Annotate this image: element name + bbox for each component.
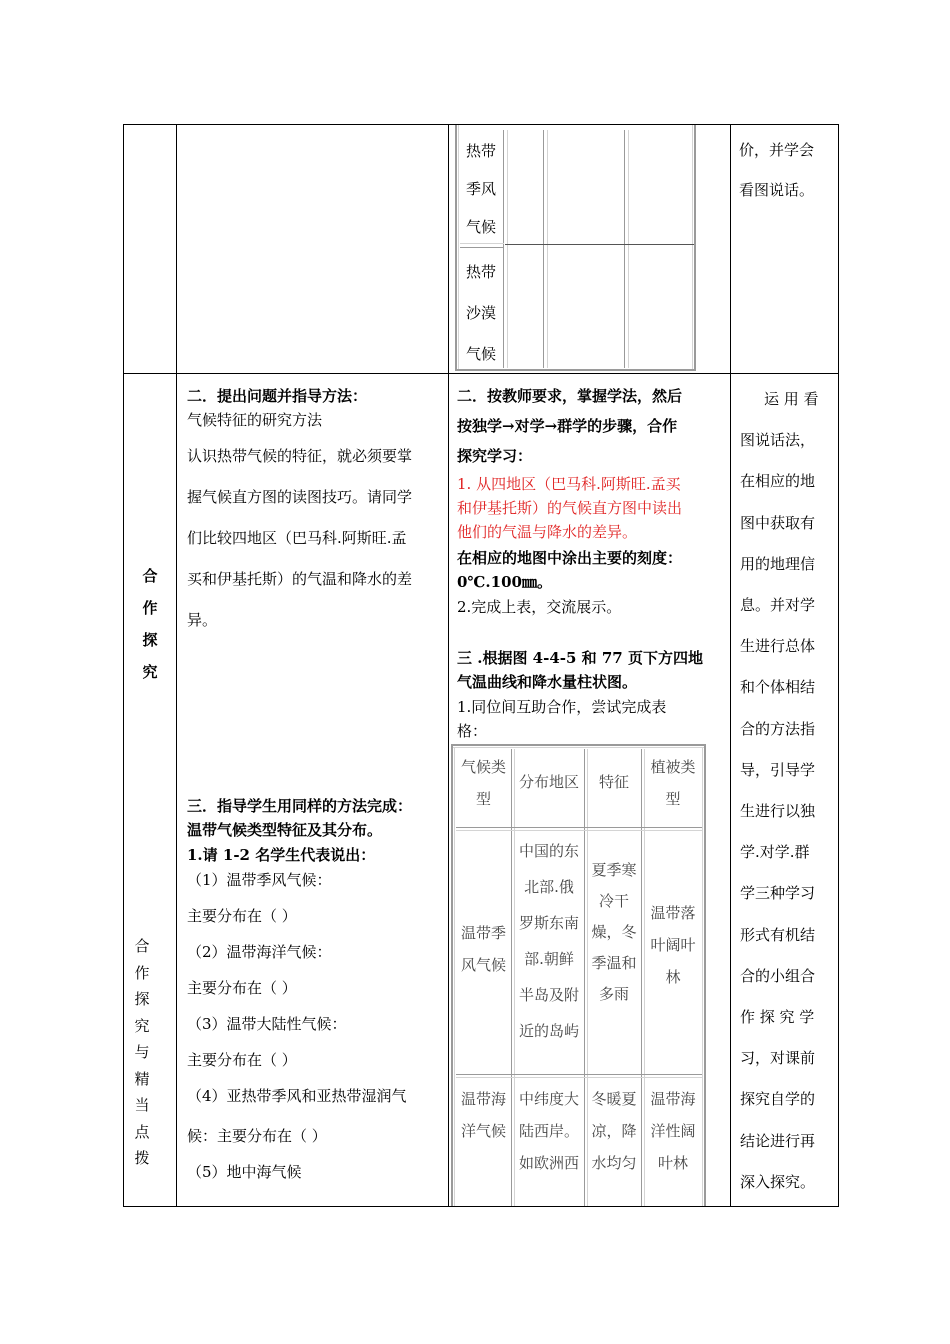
cell-text: 洋性阔 <box>650 1122 696 1140</box>
row2-design-intent <box>740 379 830 1203</box>
design-intent-line: 图中获取有 <box>740 513 816 532</box>
cell-text: 温带海 <box>650 1090 696 1108</box>
row1-design-intent <box>739 130 814 210</box>
mini-table-cell-monsoon <box>460 132 502 246</box>
teacher-item: （1）温带季风气候： <box>187 871 332 889</box>
student-task-1: 1. 从四地区（巴马科.阿斯旺.孟买 <box>457 475 681 493</box>
teacher-paragraph-line: 认识热带气候的特征，就必须要掌 <box>187 447 413 465</box>
teacher-item: 主要分布在（ ） <box>187 1051 297 1069</box>
design-intent-line: 形式有机结 <box>740 925 816 944</box>
teacher-item: （3）温带大陆性气候： <box>187 1015 347 1033</box>
label-char: 作 <box>142 599 158 617</box>
table-header-feature <box>588 772 640 792</box>
student-heading-3: 三 .根据图 4-4-5 和 77 页下方四地 <box>457 649 703 667</box>
mini-table-text: 季风 <box>465 180 496 198</box>
table-cell-temperate-monsoon <box>457 917 510 981</box>
cell-text: 中国的东 <box>518 842 579 860</box>
section-label-top <box>140 560 160 688</box>
label-char: 作 <box>134 963 150 982</box>
design-intent-line: 息。并对学 <box>740 596 816 615</box>
label-char: 合 <box>134 937 150 955</box>
cell-text: 冬暖夏 <box>591 1090 637 1108</box>
design-intent-line: 习，对课前 <box>740 1049 816 1068</box>
cell-text: 部.朝鲜 <box>524 950 574 968</box>
teacher-paragraph-line: 握气候直方图的读图技巧。请同学 <box>187 488 413 506</box>
teacher-item: 主要分布在（ ） <box>187 907 297 925</box>
teacher-item-1: 1.请 1-2 名学生代表说出： <box>187 846 376 864</box>
design-intent-line: 图说话法， <box>740 431 816 450</box>
label-char: 当 <box>134 1096 150 1114</box>
teacher-subheading: 气候特征的研究方法 <box>187 411 323 429</box>
table-cell-monsoon-feature <box>588 855 640 1010</box>
teacher-item: （5）地中海气候 <box>187 1163 302 1181</box>
col-border-3 <box>730 124 731 1207</box>
label-char: 究 <box>134 1016 150 1035</box>
section-label-bottom <box>132 933 152 1172</box>
teacher-item: 主要分布在（ ） <box>187 979 297 997</box>
design-intent-line: 探究自学的 <box>740 1090 816 1109</box>
label-char: 探 <box>134 990 150 1008</box>
design-intent-line: 看图说话。 <box>739 181 815 199</box>
cell-text: 陆西岸。 <box>518 1122 579 1140</box>
table-top-border <box>123 124 839 125</box>
design-intent-line: 作 探 究 学 <box>740 1008 815 1027</box>
table-header-climate-type <box>457 751 510 815</box>
header-text: 气候类 <box>460 758 506 776</box>
table-bottom-border <box>123 1206 839 1207</box>
student-heading-2-line: 探究学习： <box>457 447 533 465</box>
col-border-1 <box>176 124 177 1207</box>
teacher-heading-3-line2: 温带气候类型特征及其分布。 <box>187 821 383 839</box>
header-text: 型 <box>475 790 491 808</box>
mini-table-text: 气候 <box>465 218 496 236</box>
teacher-heading-2: 二．提出问题并指导方法： <box>187 387 368 405</box>
cell-text: 近的岛屿 <box>518 1022 579 1040</box>
student-task-1-line: 和伊基托斯）的气候直方图中读出 <box>457 499 683 517</box>
cell-text: 凉，降 <box>591 1122 637 1140</box>
label-char: 探 <box>142 631 158 649</box>
table-cell-maritime-feature <box>588 1083 640 1179</box>
cell-text: 叶林 <box>657 1154 688 1172</box>
design-intent-line: 学三种学习 <box>740 884 816 903</box>
cell-text: 北部.俄 <box>524 878 574 896</box>
cell-text: 罗斯东南 <box>518 914 579 932</box>
mini-table-text: 热带 <box>465 142 496 160</box>
table-cell-temperate-maritime <box>457 1083 510 1147</box>
table-cell-monsoon-vegetation <box>645 897 701 993</box>
student-heading-3-line: 气温曲线和降水量柱状图。 <box>457 673 638 691</box>
cell-text: 林 <box>665 968 681 986</box>
design-intent-line: 价，并学会 <box>739 141 815 159</box>
design-intent-line: 运 用 看 <box>764 390 819 408</box>
design-intent-line: 生进行总体 <box>740 637 816 656</box>
label-char: 点 <box>134 1122 150 1141</box>
cell-text: 季温和 <box>591 954 637 972</box>
student-map-instruction: 在相应的地图中涂出主要的刻度： <box>457 549 683 567</box>
table-cell-maritime-distribution <box>515 1083 583 1179</box>
design-intent-line: 在相应的地 <box>740 472 816 491</box>
table-header-distribution <box>515 772 583 792</box>
student-task-3-line: 格： <box>457 722 488 740</box>
mini-table-text: 热带 <box>465 263 496 281</box>
mini-table-text: 沙漠 <box>465 304 496 322</box>
col-border-0 <box>123 124 124 1207</box>
cell-text: 冷干 <box>598 892 629 910</box>
col-border-2 <box>448 124 449 1207</box>
student-task-1-line: 他们的气温与降水的差异。 <box>457 523 638 541</box>
teacher-paragraph-line: 买和伊基托斯）的气温和降水的差 <box>187 570 413 588</box>
cell-text: 洋气候 <box>460 1122 506 1140</box>
table-header-vegetation <box>645 751 701 815</box>
label-char: 拨 <box>134 1149 150 1167</box>
cell-text: 叶阔叶 <box>650 936 696 954</box>
cell-text: 风气候 <box>460 956 506 974</box>
design-intent-line: 结论进行再 <box>740 1131 816 1150</box>
teacher-item: 候：主要分布在（ ） <box>187 1127 327 1145</box>
header-text: 分布地区 <box>518 773 579 791</box>
design-intent-line: 导，引导学 <box>740 760 816 779</box>
cell-text: 多雨 <box>598 985 629 1003</box>
label-char: 与 <box>134 1043 150 1061</box>
cell-text: 水均匀 <box>591 1154 637 1172</box>
table-cell-monsoon-distribution <box>515 833 583 1049</box>
cell-text: 温带季 <box>460 924 506 942</box>
teacher-item: （4）亚热带季风和亚热带湿润气 <box>187 1087 407 1105</box>
cell-text: 半岛及附 <box>518 986 579 1004</box>
design-intent-line: 合的小组合 <box>740 966 816 985</box>
mini-table-cell-desert <box>460 252 502 375</box>
cell-text: 燥，冬 <box>591 923 637 941</box>
teacher-paragraph-line: 们比较四地区（巴马科.阿斯旺.孟 <box>187 529 407 547</box>
student-task-3: 1.同位间互助合作，尝试完成表 <box>457 698 667 716</box>
teacher-item: （2）温带海洋气候： <box>187 943 332 961</box>
label-char: 精 <box>134 1069 150 1088</box>
col-border-4 <box>838 124 839 1207</box>
label-char: 究 <box>142 663 158 681</box>
table-cell-maritime-vegetation <box>645 1083 701 1179</box>
student-task-2: 2.完成上表，交流展示。 <box>457 598 622 616</box>
design-intent-line: 学.对学.群 <box>740 843 810 862</box>
header-text: 特征 <box>598 773 629 791</box>
cell-text: 夏季寒 <box>591 861 637 879</box>
header-text: 植被类 <box>650 758 696 776</box>
student-map-instruction-line: 0℃.100㎜。 <box>457 573 552 591</box>
design-intent-line: 和个体相结 <box>740 678 816 697</box>
label-char: 合 <box>142 567 158 585</box>
student-heading-2-line: 按独学→对学→群学的步骤，合作 <box>457 417 678 435</box>
header-text: 型 <box>665 790 681 808</box>
design-intent-line: 深入探究。 <box>740 1172 816 1191</box>
cell-text: 如欧洲西 <box>518 1154 579 1172</box>
cell-text: 温带落 <box>650 904 696 922</box>
design-intent-line: 用的地理信 <box>740 554 816 573</box>
teacher-heading-3: 三．指导学生用同样的方法完成： <box>187 797 413 815</box>
design-intent-line: 合的方法指 <box>740 719 816 738</box>
design-intent-line: 生进行以独 <box>740 802 816 821</box>
cell-text: 温带海 <box>460 1090 506 1108</box>
cell-text: 中纬度大 <box>518 1090 579 1108</box>
teacher-paragraph-line: 异。 <box>187 611 218 629</box>
student-heading-2: 二．按教师要求，掌握学法，然后 <box>457 387 683 405</box>
mini-table-text: 气候 <box>465 345 496 363</box>
